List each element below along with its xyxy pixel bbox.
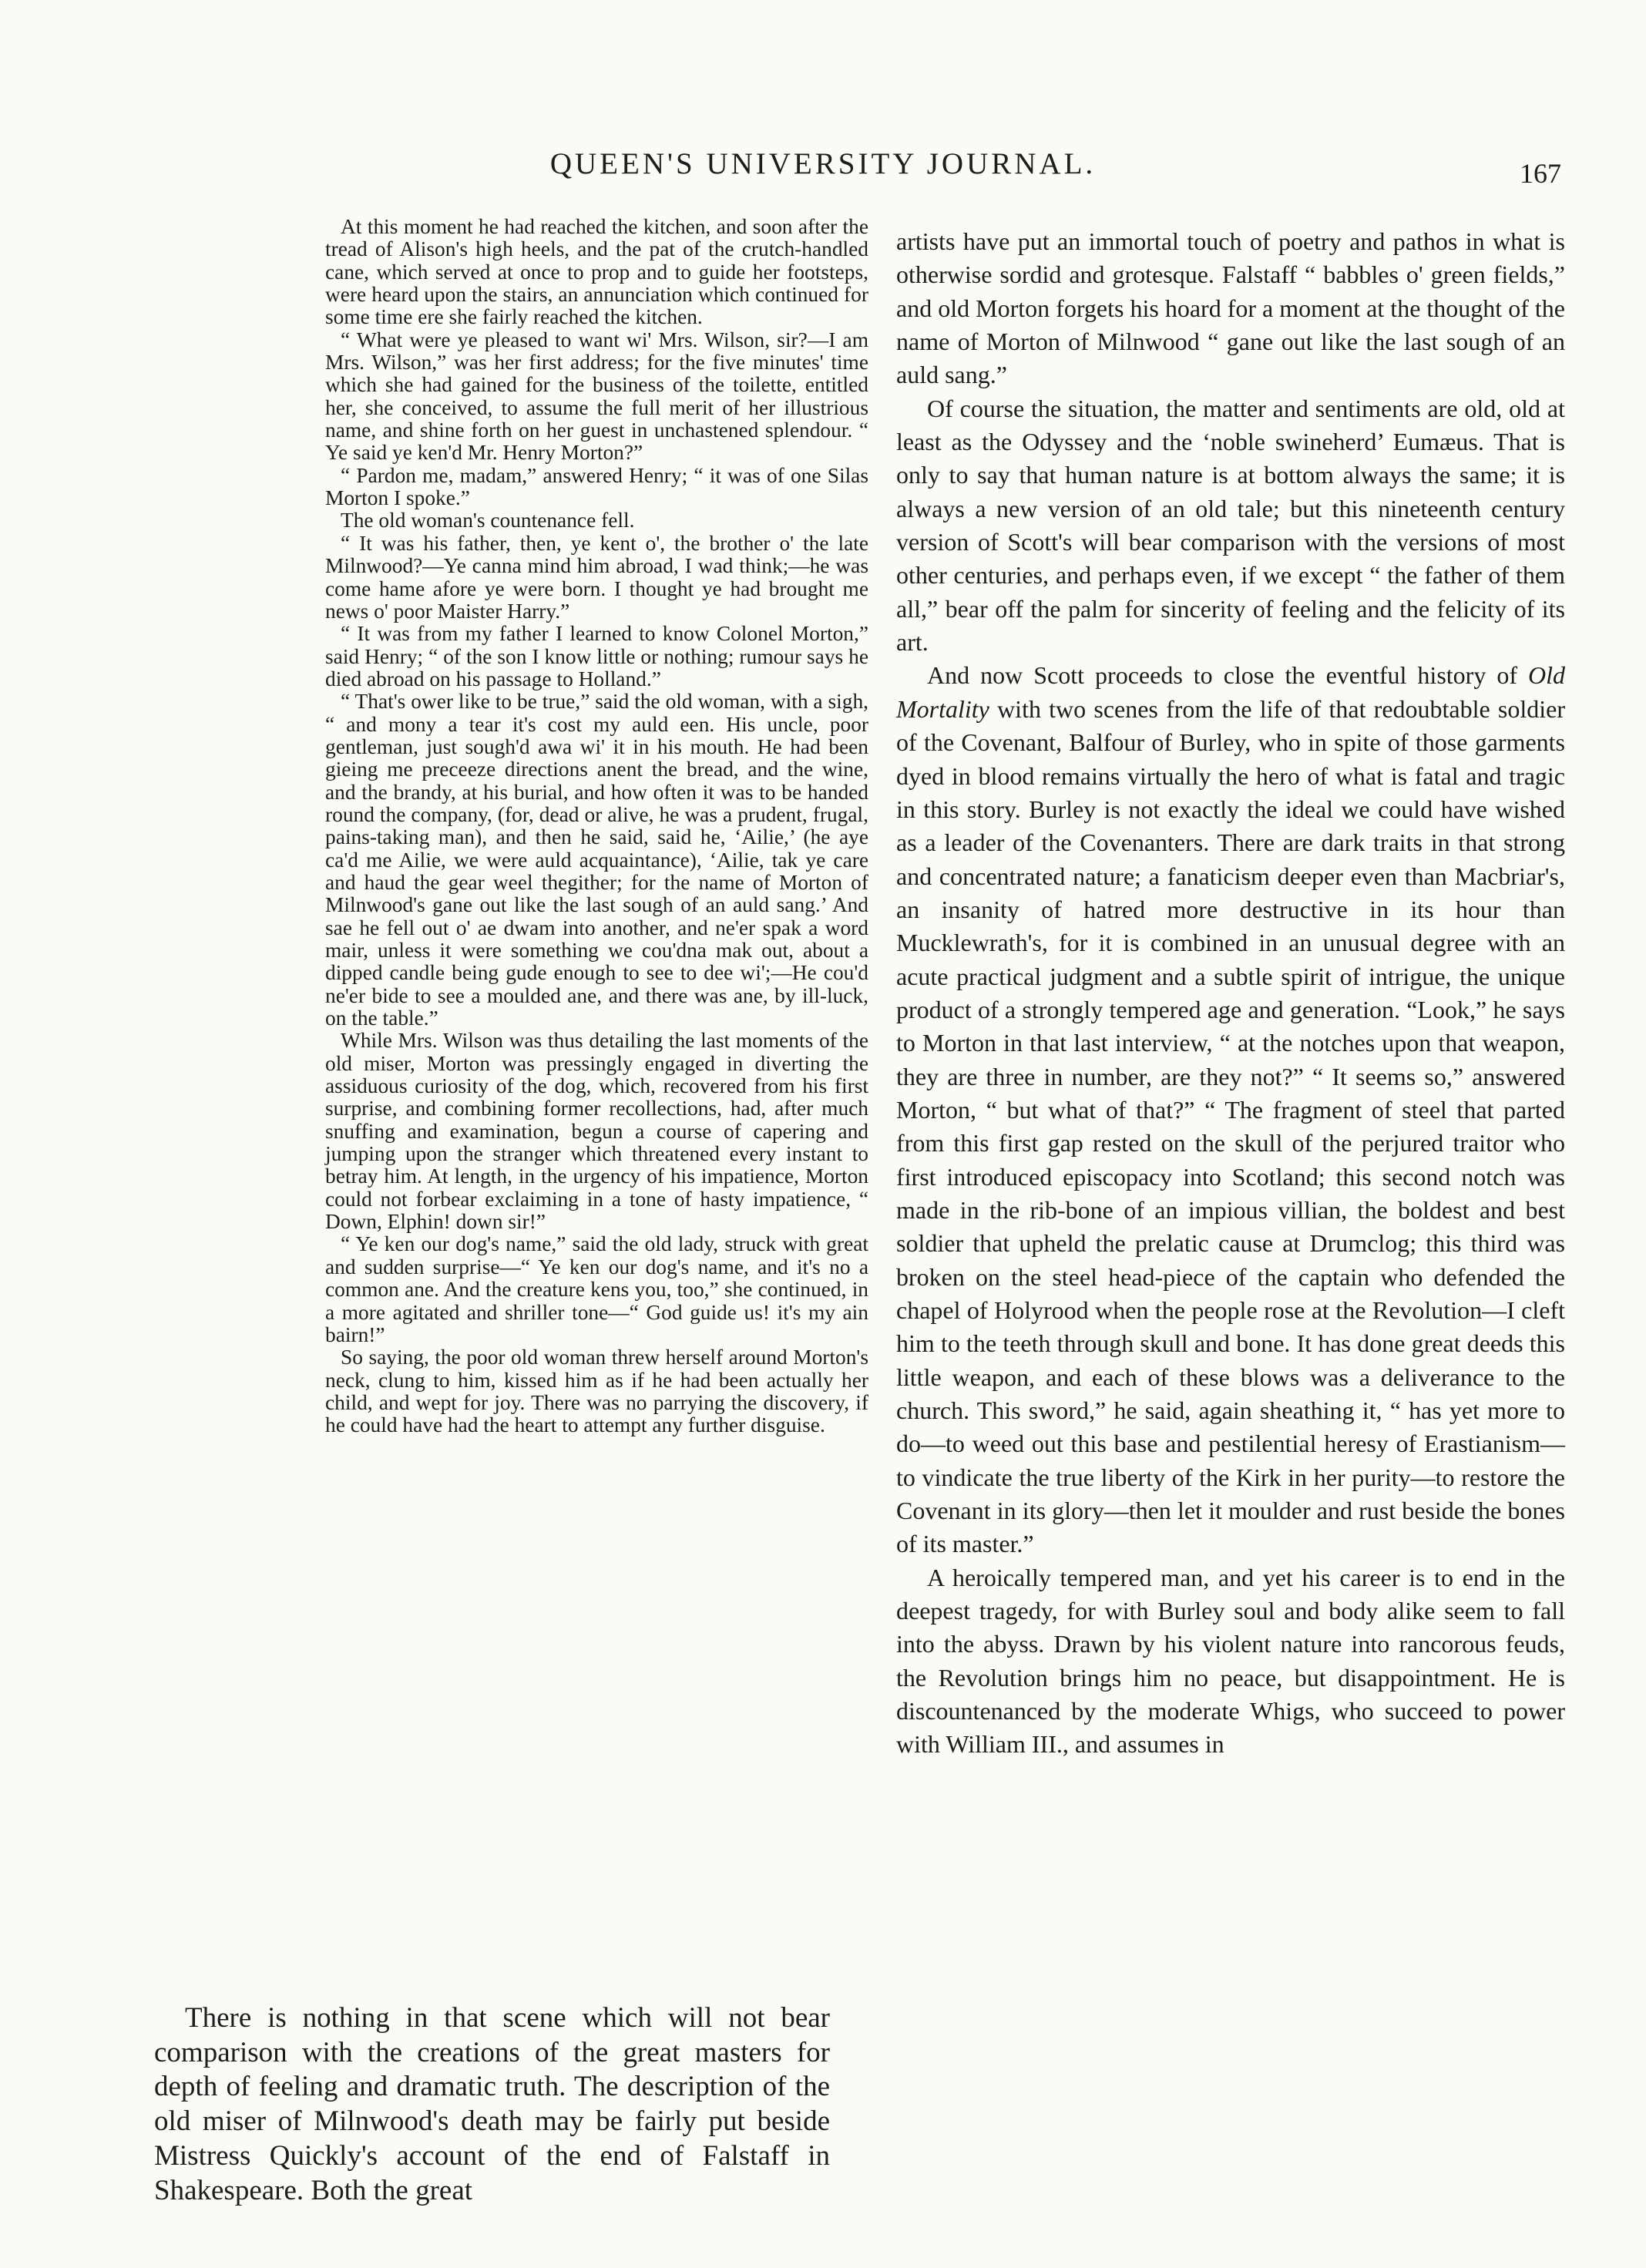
quote-paragraph: “ It was from my father I learned to know Colonel Morton,” said Henry; “ of the son I know little or nothing; rumour says he died abroad on his passage to Holland.” bbox=[325, 622, 868, 690]
page-number: 167 bbox=[1520, 158, 1561, 189]
right-column bbox=[896, 225, 1565, 1762]
text-run: with two scenes from the life of that redoubtable soldier of the Covenant, Balfour of Burley, who in spite of those garments dyed in blood remains virtually the hero of what is fatal and tragic in this story. Burley is not exactly the ideal we could have wished as a leader of the Covenanters. There are dark traits in that strong and concentrated nature; a fanaticism deeper even than Macbriar's, an insanity of hatred more destructive in its hour than Mucklewrath's, for it is combined in an unusual degree with an acute practical judgment and a subtle spirit of intrigue, the unique product of a strongly tempered age and generation. “Look,” he says to Morton in that last interview, “ at the notches upon that weapon, they are three in number, are they not?” “ It seems so,” answered Morton, “ but what of that?” “ The fragment of steel that parted from this first gap rested on the skull of the perjured traitor who first introduced episcopacy into Scotland; this second notch was made in the rib-bone of an impious villian, the boldest and best soldier that upheld the prelatic cause at Drumclog; this third was broken on the steel head-piece of the captain who defended the chapel of Holyrood when the people rose at the Revolution—I cleft him to the teeth through skull and bone. It has done great deeds this little weapon, and each of these blows was a deliverance to the church. This sword,” he said, again sheathing it, “ has yet more to do—to weed out this base and pestilential heresy of Erastianism—to vindicate the true liberty of the Kirk in her purity—to restore the Covenant in its glory—then let it moulder and rust beside the bones of its master.” bbox=[896, 694, 1565, 1558]
body-paragraph: A heroically tempered man, and yet his career is to end in the deepest tragedy, for with Burley soul and body alike seem to fall into the abyss. Drawn by his violent nature into rancorous feuds, the Revolution brings him no peace, but disappointment. He is discountenanced by the moderate Whigs, who succeed to power with William III., and assumes in bbox=[896, 1563, 1565, 1759]
quote-paragraph: “ Ye ken our dog's name,” said the old lady, struck with great and sudden surprise—“ Ye ken our dog's name, and it's no a common ane. And the creature kens you, too,” she continued, in a more agitated and shriller tone—“ God guide us! it's my ain bairn!” bbox=[325, 1232, 868, 1346]
quote-paragraph: “ What were ye pleased to want wi' Mrs. Wilson, sir?—I am Mrs. Wilson,” was her first address; for the five minutes' time which she had gained for the business of the toilette, entitled her, she conceived, to assume the full merit of her illustrious name, and shine forth on her guest in unchastened splendour. “ Ye said ye ken'd Mr. Henry Morton?” bbox=[325, 328, 868, 465]
quote-paragraph: While Mrs. Wilson was thus detailing the last moments of the old miser, Morton was pressingly engaged in diverting the assiduous curiosity of the dog, which, recovered from his first surprise, and combining former recollections, had, after much snuffing and examination, begun a course of capering and jumping upon the stranger which threatened every instant to betray him. At length, in the urgency of his impatience, Morton could not forbear exclaiming in a tone of hasty impatience, “ Down, Elphin! down sir!” bbox=[325, 1029, 868, 1234]
page-header bbox=[0, 146, 1646, 189]
quote-paragraph: “ It was his father, then, ye kent o', the brother o' the late Milnwood?—Ye canna mind him abroad, I wad think;—he was come hame afore ye were born. I thought ye had brought me news o' poor Maister Harry.” bbox=[325, 531, 868, 623]
body-paragraph: There is nothing in that scene which will not bear comparison with the creations of the great masters for depth of feeling and dramatic truth. The description of the old miser of Milnwood's death may be fairly put beside Mistress Quickly's account of the end of Falstaff in Shakespeare. Both the great bbox=[154, 2002, 830, 2206]
quote-paragraph: “ Pardon me, madam,” answered Henry; “ it was of one Silas Morton I spoke.” bbox=[325, 463, 868, 510]
left-body-text bbox=[154, 2001, 830, 2208]
body-paragraph bbox=[896, 659, 1565, 1561]
running-head: QUEEN'S UNIVERSITY JOURNAL. bbox=[549, 147, 1097, 180]
book-title: Old Mortality bbox=[896, 661, 1565, 723]
quote-paragraph: So saying, the poor old woman threw herself around Morton's neck, clung to him, kissed him as if he had been actually her child, and wept for joy. There was no parrying the discovery, if he could have had the heart to attempt any further disguise. bbox=[325, 1346, 868, 1437]
quote-paragraph: At this moment he had reached the kitchen, and soon after the tread of Alison's high heels, and the pat of the crutch-handled cane, which served at once to prop and to guide her footsteps, were heard upon the stairs, an annunciation which continued for some time ere she fairly reached the kitchen. bbox=[325, 215, 868, 329]
body-paragraph: Of course the situation, the matter and sentiments are old, old at least as the Odyssey and the ‘noble swineherd’ Eumæus. That is only to say that human nature is at bottom always the same; it is always a new version of an old tale; but this nineteenth century version of Scott's will bear comparison with the versions of most other centuries, and perhaps even, if we except “ the father of them all,” bear off the palm for sincerity of feeling and the felicity of its art. bbox=[896, 394, 1565, 657]
text-run: And now Scott proceeds to close the eventful history of bbox=[927, 661, 1528, 690]
quoted-excerpt bbox=[325, 216, 868, 1437]
quote-paragraph: “ That's ower like to be true,” said the old woman, with a sigh, “ and mony a tear it's cost my auld een. His uncle, poor gentleman, just sough'd awa wi' it in his mouth. He had been gieing me preceeze directions anent the bread, and the wine, and the brandy, at his burial, and how often it was to be handed round the company, (for, dead or alive, he was a prudent, frugal, pains-taking man), and then he said, said he, ‘Ailie,’ (he aye ca'd me Ailie, we were auld acquaintance), ‘Ailie, tak ye care and haud the gear weel thegither; for the name of Morton of Milnwood's gane out like the last sough of an auld sang.’ And sae he fell out o' ae dwam into another, and ne'er spak a word mair, unless it were something we cou'dna mak out, about a dipped candle being gude enough to see to dee wi';—He cou'd ne'er bide to see a moulded ane, and there was ane, by ill-luck, on the table.” bbox=[325, 690, 868, 1030]
quote-paragraph: The old woman's countenance fell. bbox=[341, 509, 635, 533]
body-paragraph: artists have put an immortal touch of poetry and pathos in what is otherwise sordid and grotesque. Falstaff “ babbles o' green fields,” and old Morton forgets his hoard for a moment at the thought of the name of Morton of Milnwood “ gane out like the last sough of an auld sang.” bbox=[896, 227, 1565, 389]
